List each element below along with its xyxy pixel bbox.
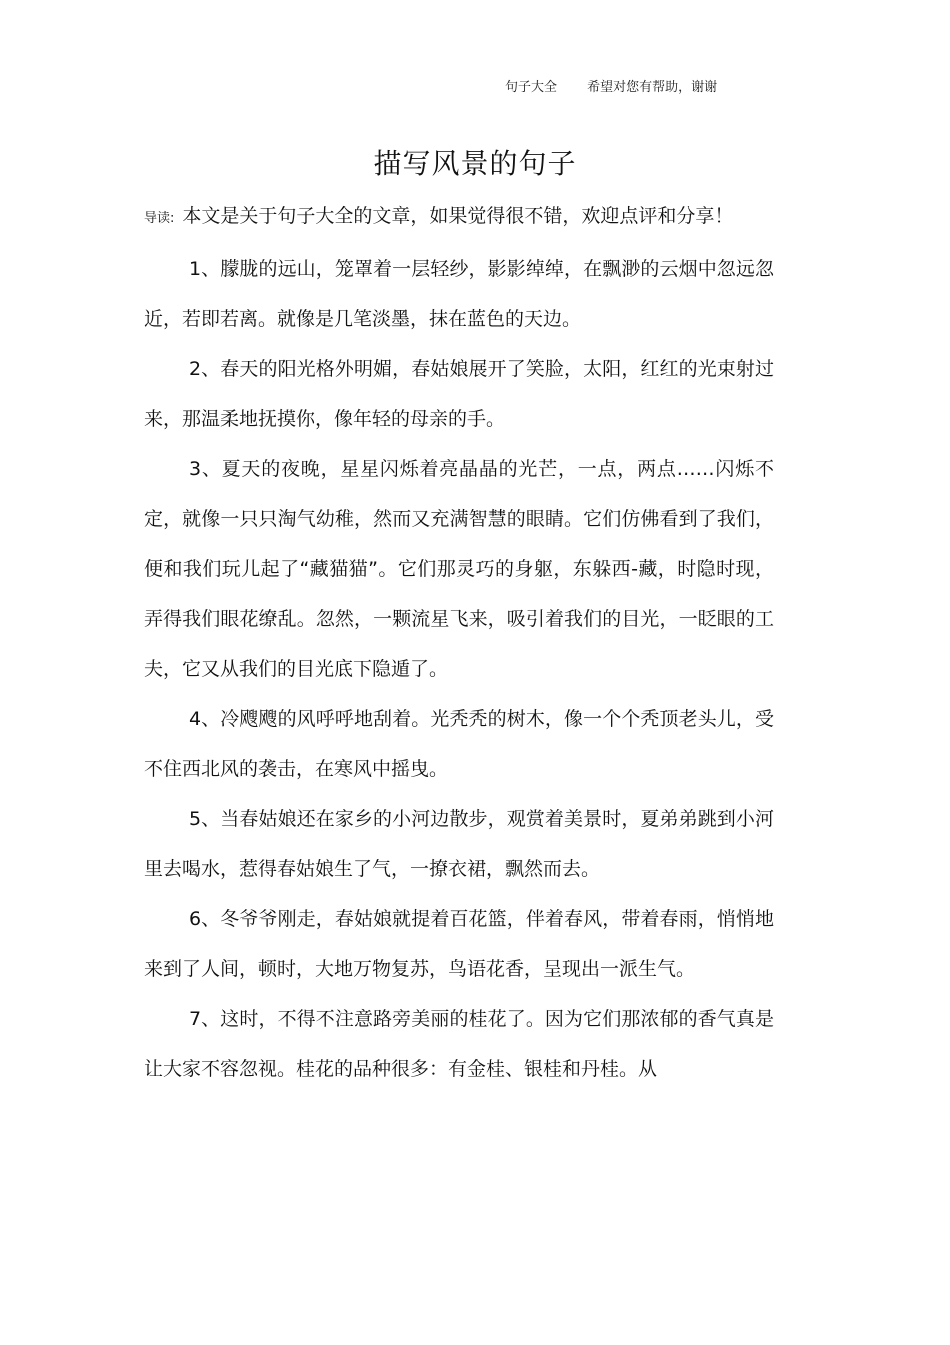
intro-text: 本文是关于句子大全的文章，如果觉得很不错，欢迎点评和分享！ (182, 205, 734, 227)
paragraph-6: 6、冬爷爷刚走，春姑娘就提着百花篮，伴着春风，带着春雨，悄悄地来到了人间，顿时，大地万物复苏，鸟语花香，呈现出一派生气。 (144, 908, 774, 980)
paragraph-1: 1、朦胧的远山，笼罩着一层轻纱，影影绰绰，在飘渺的云烟中忽远忽近，若即若离。就像是几笔淡墨，抹在蓝色的天边。 (144, 258, 774, 330)
paragraph-4: 4、冷飕飕的风呼呼地刮着。光秃秃的树木，像一个个秃顶老头儿，受不住西北风的袭击，在寒风中摇曳。 (144, 708, 774, 780)
header-slogan: 希望对您有帮助，谢谢 (587, 80, 718, 95)
header-site-name: 句子大全 (505, 80, 558, 95)
paragraph-7: 7、这时，不得不注意路旁美丽的桂花了。因为它们那浓郁的香气真是让大家不容忽视。桂花的品种很多：有金桂、银桂和丹桂。从 (144, 1008, 774, 1080)
document-title: 描写风景的句子 (373, 147, 577, 180)
paragraph-5: 5、当春姑娘还在家乡的小河边散步，观赏着美景时，夏弟弟跳到小河里去喝水，惹得春姑娘生了气，一撩衣裙，飘然而去。 (144, 808, 774, 880)
paragraph-2: 2、春天的阳光格外明媚，春姑娘展开了笑脸，太阳，红红的光束射过来，那温柔地抚摸你，像年轻的母亲的手。 (144, 358, 774, 430)
page-header (505, 76, 717, 95)
intro-paragraph (144, 191, 774, 244)
paragraph-3: 3、夏天的夜晚，星星闪烁着亮晶晶的光芒，一点，两点……闪烁不定，就像一只只淘气幼稚，然而又充满智慧的眼睛。它们仿佛看到了我们，便和我们玩儿起了“藏猫猫”。它们那灵巧的身躯，东躲西-藏，时隐时现，弄得我们眼花缭乱。忽然，一颗流星飞来，吸引着我们的目光，一眨眼的工夫，它又从我们的目光底下隐遁了。 (144, 458, 774, 680)
intro-label: 导读: (144, 211, 175, 226)
document-body (144, 191, 774, 1094)
